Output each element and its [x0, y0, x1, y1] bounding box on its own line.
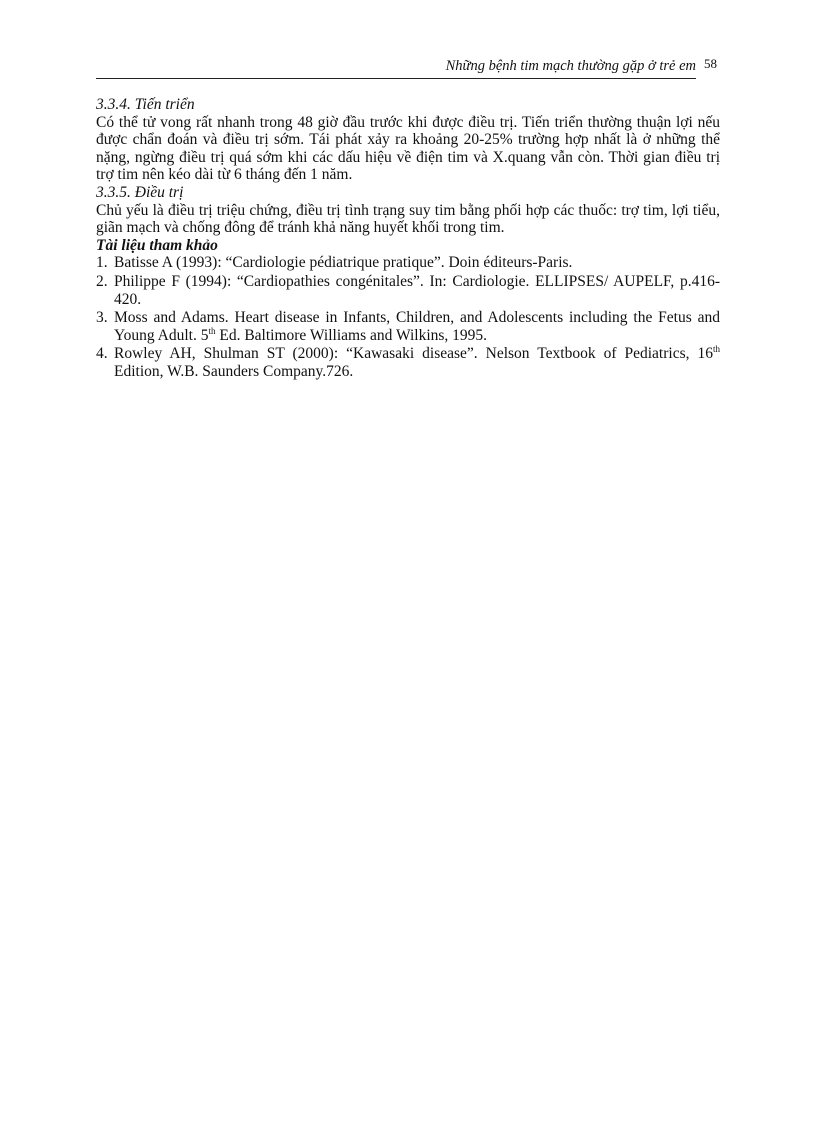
reference-text: Philippe F (1994): “Cardiopathies congénitales”. In: Cardiologie. ELLIPSES/ AUPELF, p.416-420. [114, 272, 720, 308]
reference-text: Batisse A (1993): “Cardiologie pédiatrique pratique”. Doin éditeurs-Paris. [114, 254, 573, 272]
reference-text-end: Edition, W.B. Saunders Company.726. [114, 362, 354, 380]
page-number: 58 [704, 56, 717, 71]
reference-superscript: th [712, 344, 720, 355]
section-body-treatment: Chủ yếu là điều trị triệu chứng, điều trị tình trạng suy tim bằng phối hợp các thuốc: trợ tim, lợi tiểu, giãn mạch và chống đông để tránh khả năng huyết khối trong tim. [96, 201, 720, 237]
reference-number: 4. [96, 345, 108, 363]
header-rule [96, 78, 696, 79]
reference-number: 1. [96, 254, 108, 272]
reference-item [96, 273, 720, 308]
reference-text-start: Moss and Adams. Heart disease in Infants, Children, and Adolescents including the Fetus and Young Adult. 5 [114, 309, 720, 344]
reference-number: 2. [96, 272, 108, 290]
main-content [96, 96, 720, 382]
section-heading-treatment: 3.3.5. Điều trị [96, 183, 184, 201]
reference-list [96, 254, 720, 380]
reference-item [96, 309, 720, 344]
reference-superscript: th [208, 325, 216, 336]
reference-text-start: Rowley AH, Shulman ST (2000): “Kawasaki disease”. Nelson Textbook of Pediatrics, 16 [114, 345, 713, 363]
running-header: Những bệnh tim mạch thường gặp ở trẻ em [445, 58, 696, 74]
reference-text-end: Ed. Baltimore Williams and Wilkins, 1995. [215, 326, 488, 344]
section-heading-progression: 3.3.4. Tiến triển [96, 96, 195, 113]
reference-item [96, 254, 720, 272]
section-body-progression: Có thể tử vong rất nhanh trong 48 giờ đầu trước khi được điều trị. Tiến triển thường thuận lợi nếu được chẩn đoán và điều trị sớm. Tái phát xảy ra khoảng 20-25% trường hợp nhất là ở những thể nặng, ngừng điều trị quá sớm khi các dấu hiệu về điện tim và X.quang vẫn còn. Thời gian điều trị trợ tim nên kéo dài từ 6 tháng đến 1 năm. [96, 113, 720, 184]
reference-number: 3. [96, 309, 108, 327]
references-title: Tài liệu tham khảo [96, 236, 218, 254]
reference-item [96, 345, 720, 380]
